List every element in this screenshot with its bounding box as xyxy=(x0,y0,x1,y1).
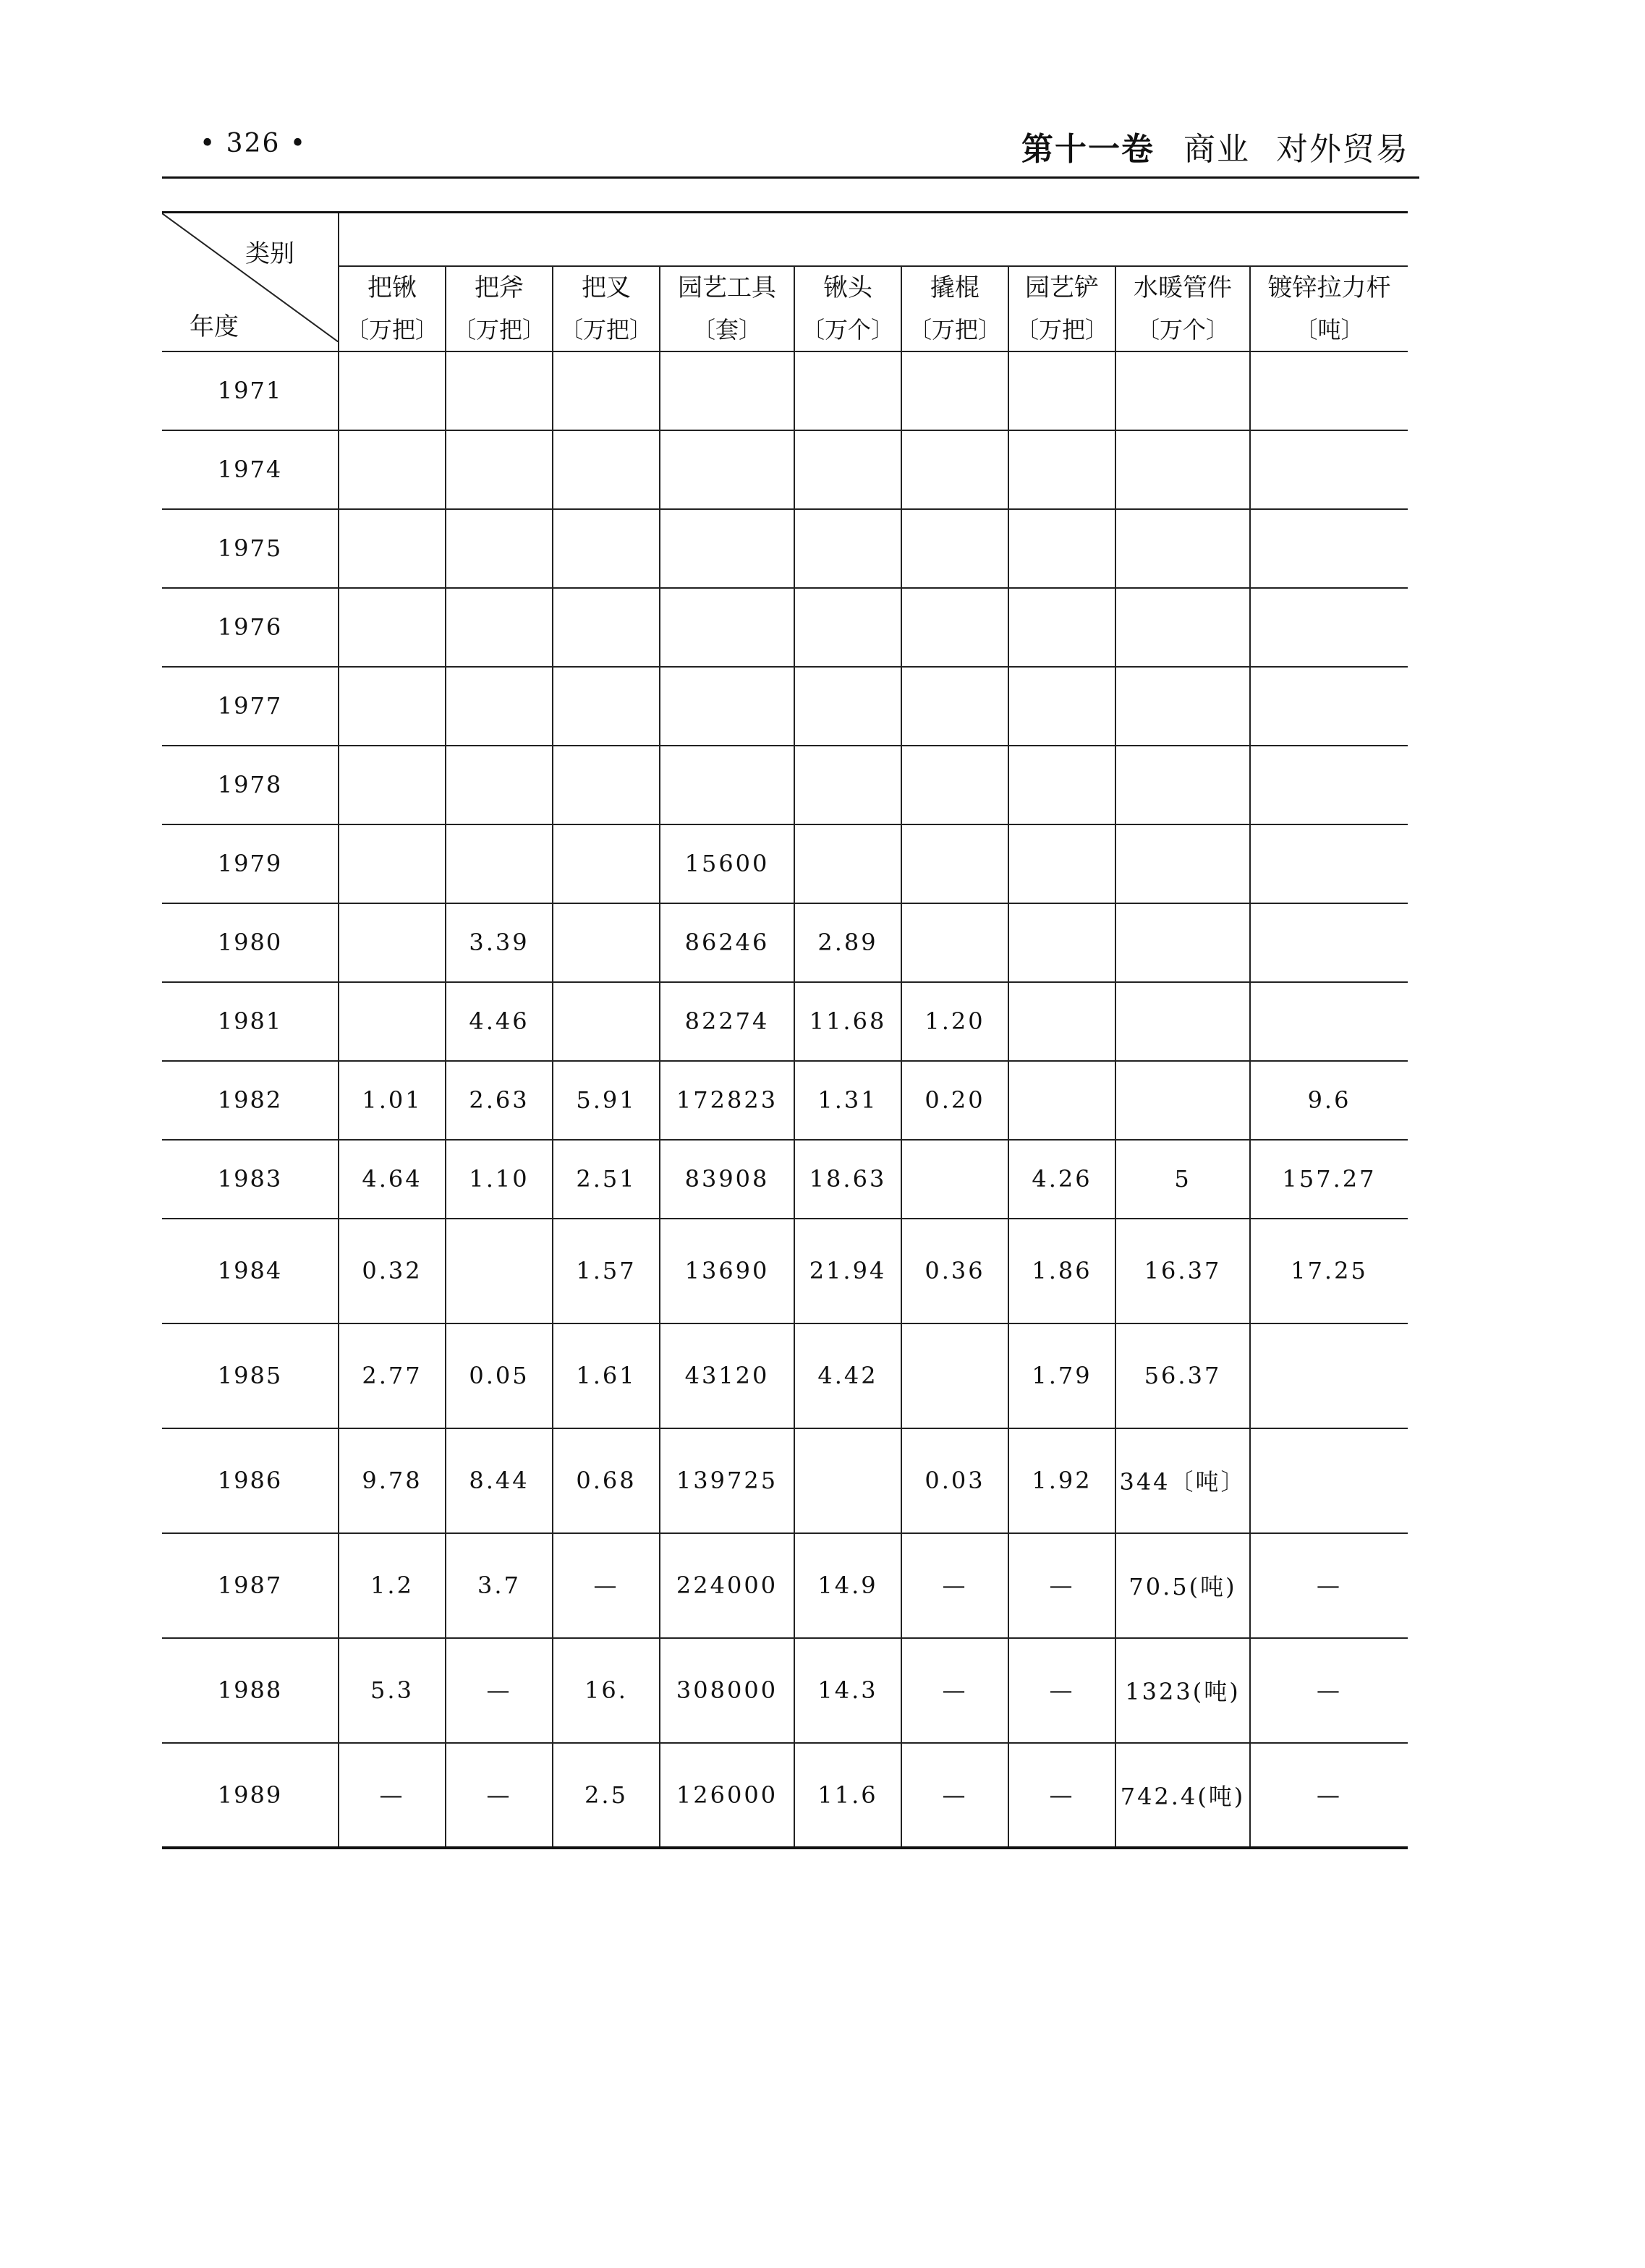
value-cell xyxy=(553,588,660,667)
year-cell: 1985 xyxy=(217,1362,283,1389)
value-cell xyxy=(1008,509,1115,588)
value-cell: 5 xyxy=(1115,1140,1250,1219)
value-cell: 1.31 xyxy=(794,1061,901,1140)
value-cell xyxy=(1115,430,1250,509)
value-cell: — xyxy=(1008,1533,1115,1638)
column-unit: 〔吨〕 xyxy=(1294,315,1364,344)
table-row xyxy=(162,1061,1408,1140)
value-cell: 5.91 xyxy=(553,1061,660,1140)
value-cell xyxy=(1115,824,1250,903)
value-cell: 139725 xyxy=(660,1428,794,1533)
value-cell: 14.3 xyxy=(794,1638,901,1743)
table-row xyxy=(162,430,1408,509)
value-cell xyxy=(553,903,660,982)
year-cell: 1982 xyxy=(217,1086,283,1114)
value-cell xyxy=(1250,824,1408,903)
value-cell: 224000 xyxy=(660,1533,794,1638)
column-name: 园艺工具 xyxy=(678,273,776,302)
value-cell: 0.36 xyxy=(901,1219,1008,1323)
column-name: 镀锌拉力杆 xyxy=(1267,273,1391,302)
value-cell xyxy=(339,824,446,903)
year-cell: 1976 xyxy=(217,613,283,641)
year-label: 年度 xyxy=(190,312,239,341)
diagonal-divider xyxy=(162,213,339,342)
value-cell xyxy=(553,509,660,588)
value-cell xyxy=(901,1323,1008,1428)
value-cell: 1.2 xyxy=(339,1533,446,1638)
value-cell xyxy=(794,430,901,509)
value-cell: 2.89 xyxy=(794,903,901,982)
column-header xyxy=(660,266,794,351)
year-cell: 1986 xyxy=(217,1467,283,1494)
value-cell xyxy=(1250,667,1408,746)
value-cell xyxy=(553,824,660,903)
value-cell xyxy=(1250,982,1408,1061)
value-cell xyxy=(446,746,553,824)
value-cell: 344〔吨〕 xyxy=(1115,1428,1250,1533)
table-row xyxy=(162,1638,1408,1743)
column-name: 把叉 xyxy=(582,273,631,302)
value-cell xyxy=(1008,588,1115,667)
value-cell: 172823 xyxy=(660,1061,794,1140)
value-cell: — xyxy=(901,1638,1008,1743)
value-cell xyxy=(339,903,446,982)
year-cell: 1983 xyxy=(217,1165,283,1193)
value-cell: 3.7 xyxy=(446,1533,553,1638)
value-cell xyxy=(1250,351,1408,430)
value-cell xyxy=(339,667,446,746)
value-cell xyxy=(1008,824,1115,903)
value-cell: — xyxy=(1250,1638,1408,1743)
value-cell xyxy=(446,430,553,509)
value-cell: 308000 xyxy=(660,1638,794,1743)
value-cell xyxy=(339,746,446,824)
table-row xyxy=(162,1533,1408,1638)
column-header xyxy=(1115,266,1250,351)
value-cell xyxy=(553,351,660,430)
value-cell: — xyxy=(901,1533,1008,1638)
value-cell: 1.20 xyxy=(901,982,1008,1061)
value-cell: 70.5(吨) xyxy=(1115,1533,1250,1638)
table-row xyxy=(162,667,1408,746)
value-cell: 1.79 xyxy=(1008,1323,1115,1428)
table-row xyxy=(162,824,1408,903)
value-cell: 9.6 xyxy=(1250,1061,1408,1140)
value-cell xyxy=(794,1428,901,1533)
year-cell: 1977 xyxy=(217,692,283,720)
column-unit: 〔万把〕 xyxy=(345,315,438,344)
value-cell: 16. xyxy=(553,1638,660,1743)
value-cell xyxy=(1008,903,1115,982)
value-cell: 18.63 xyxy=(794,1140,901,1219)
year-cell: 1981 xyxy=(217,1007,283,1035)
value-cell xyxy=(1008,667,1115,746)
value-cell: 86246 xyxy=(660,903,794,982)
value-cell xyxy=(794,588,901,667)
running-head xyxy=(1021,123,1409,169)
header-rule xyxy=(162,176,1419,179)
corner-header xyxy=(162,213,339,351)
value-cell: 56.37 xyxy=(1115,1323,1250,1428)
value-cell xyxy=(901,509,1008,588)
column-header xyxy=(794,266,901,351)
value-cell xyxy=(1115,982,1250,1061)
value-cell xyxy=(446,351,553,430)
value-cell xyxy=(901,430,1008,509)
value-cell xyxy=(660,351,794,430)
year-cell: 1984 xyxy=(217,1257,283,1284)
value-cell xyxy=(901,746,1008,824)
value-cell: — xyxy=(1008,1638,1115,1743)
value-cell: 4.46 xyxy=(446,982,553,1061)
value-cell: 3.39 xyxy=(446,903,553,982)
column-unit: 〔万把〕 xyxy=(908,315,1001,344)
table-row xyxy=(162,1140,1408,1219)
column-name: 撬棍 xyxy=(930,273,979,302)
value-cell: 2.51 xyxy=(553,1140,660,1219)
year-cell: 1978 xyxy=(217,771,283,798)
table-row xyxy=(162,588,1408,667)
value-cell: 82274 xyxy=(660,982,794,1061)
value-cell: 1323(吨) xyxy=(1115,1638,1250,1743)
column-name: 锹头 xyxy=(823,273,872,302)
category-label: 类别 xyxy=(245,239,294,268)
value-cell: 1.86 xyxy=(1008,1219,1115,1323)
value-cell: — xyxy=(553,1533,660,1638)
page-number: • 326 • xyxy=(200,129,307,158)
value-cell xyxy=(1115,588,1250,667)
table-row xyxy=(162,903,1408,982)
value-cell: 16.37 xyxy=(1115,1219,1250,1323)
value-cell: 0.05 xyxy=(446,1323,553,1428)
value-cell: 2.5 xyxy=(553,1743,660,1848)
value-cell: — xyxy=(339,1743,446,1848)
value-cell: 21.94 xyxy=(794,1219,901,1323)
value-cell xyxy=(553,667,660,746)
value-cell xyxy=(901,351,1008,430)
value-cell: — xyxy=(446,1638,553,1743)
value-cell: — xyxy=(901,1743,1008,1848)
value-cell xyxy=(660,430,794,509)
value-cell xyxy=(901,588,1008,667)
value-cell: — xyxy=(446,1743,553,1848)
value-cell xyxy=(794,667,901,746)
value-cell: 126000 xyxy=(660,1743,794,1848)
value-cell: 1.57 xyxy=(553,1219,660,1323)
value-cell: 5.3 xyxy=(339,1638,446,1743)
value-cell: 4.64 xyxy=(339,1140,446,1219)
value-cell xyxy=(794,509,901,588)
year-cell: 1988 xyxy=(217,1676,283,1704)
value-cell xyxy=(339,351,446,430)
value-cell xyxy=(1250,509,1408,588)
value-cell: 0.20 xyxy=(901,1061,1008,1140)
value-cell: 4.26 xyxy=(1008,1140,1115,1219)
value-cell xyxy=(339,509,446,588)
value-cell: 4.42 xyxy=(794,1323,901,1428)
value-cell xyxy=(1115,903,1250,982)
value-cell: 2.63 xyxy=(446,1061,553,1140)
value-cell xyxy=(339,588,446,667)
value-cell: 83908 xyxy=(660,1140,794,1219)
value-cell xyxy=(660,588,794,667)
table-row xyxy=(162,1219,1408,1323)
value-cell: 11.6 xyxy=(794,1743,901,1848)
value-cell xyxy=(553,430,660,509)
value-cell: 14.9 xyxy=(794,1533,901,1638)
value-cell xyxy=(446,667,553,746)
value-cell: 1.92 xyxy=(1008,1428,1115,1533)
column-unit: 〔套〕 xyxy=(692,315,762,344)
value-cell xyxy=(1250,1428,1408,1533)
value-cell: 0.32 xyxy=(339,1219,446,1323)
value-cell xyxy=(446,1219,553,1323)
value-cell xyxy=(1008,1061,1115,1140)
value-cell: — xyxy=(1008,1743,1115,1848)
column-unit: 〔万个〕 xyxy=(801,315,894,344)
value-cell xyxy=(1008,351,1115,430)
value-cell: — xyxy=(1250,1533,1408,1638)
value-cell xyxy=(1115,509,1250,588)
export-statistics-table xyxy=(162,211,1408,1849)
section-title: 商业 xyxy=(1183,131,1250,168)
table-row xyxy=(162,1743,1408,1848)
value-cell: 43120 xyxy=(660,1323,794,1428)
column-unit: 〔万把〕 xyxy=(452,315,545,344)
table-body xyxy=(162,351,1408,1848)
value-cell: 9.78 xyxy=(339,1428,446,1533)
table-row xyxy=(162,982,1408,1061)
table-row xyxy=(162,351,1408,430)
value-cell xyxy=(553,982,660,1061)
value-cell xyxy=(339,982,446,1061)
value-cell: 157.27 xyxy=(1250,1140,1408,1219)
value-cell xyxy=(339,430,446,509)
year-cell: 1979 xyxy=(217,850,283,877)
year-cell: 1975 xyxy=(217,534,283,562)
value-cell: 1.10 xyxy=(446,1140,553,1219)
value-cell: 1.61 xyxy=(553,1323,660,1428)
value-cell xyxy=(553,746,660,824)
year-cell: 1980 xyxy=(217,929,283,956)
column-header xyxy=(553,266,660,351)
value-cell xyxy=(901,903,1008,982)
value-cell xyxy=(1250,1323,1408,1428)
value-cell xyxy=(446,824,553,903)
value-cell xyxy=(1250,903,1408,982)
value-cell xyxy=(901,667,1008,746)
value-cell xyxy=(1008,430,1115,509)
column-header xyxy=(446,266,553,351)
value-cell: 8.44 xyxy=(446,1428,553,1533)
column-header-row xyxy=(162,266,1408,351)
value-cell xyxy=(446,588,553,667)
column-header xyxy=(1008,266,1115,351)
table-row xyxy=(162,746,1408,824)
value-cell xyxy=(901,824,1008,903)
value-cell: 11.68 xyxy=(794,982,901,1061)
value-cell: 0.68 xyxy=(553,1428,660,1533)
value-cell xyxy=(1115,746,1250,824)
value-cell xyxy=(1250,588,1408,667)
year-cell: 1971 xyxy=(217,377,283,404)
value-cell xyxy=(794,746,901,824)
value-cell xyxy=(1115,351,1250,430)
subsection-title: 对外贸易 xyxy=(1276,131,1409,168)
value-cell xyxy=(446,509,553,588)
table-row xyxy=(162,1428,1408,1533)
value-cell: 15600 xyxy=(660,824,794,903)
year-cell: 1987 xyxy=(217,1572,283,1599)
column-name: 把斧 xyxy=(475,273,524,302)
value-cell: 13690 xyxy=(660,1219,794,1323)
column-name: 园艺铲 xyxy=(1025,273,1099,302)
column-unit: 〔万把〕 xyxy=(559,315,653,344)
column-name: 水暖管件 xyxy=(1134,273,1232,302)
column-unit: 〔万个〕 xyxy=(1136,315,1229,344)
value-cell: 1.01 xyxy=(339,1061,446,1140)
value-cell: 2.77 xyxy=(339,1323,446,1428)
year-cell: 1989 xyxy=(217,1781,283,1809)
value-cell: 0.03 xyxy=(901,1428,1008,1533)
value-cell: — xyxy=(1250,1743,1408,1848)
value-cell xyxy=(1008,982,1115,1061)
table-row xyxy=(162,509,1408,588)
value-cell xyxy=(1008,746,1115,824)
table-row xyxy=(162,1323,1408,1428)
year-cell: 1974 xyxy=(217,456,283,483)
value-cell xyxy=(794,824,901,903)
value-cell xyxy=(794,351,901,430)
value-cell: 17.25 xyxy=(1250,1219,1408,1323)
value-cell xyxy=(1250,746,1408,824)
value-cell xyxy=(901,1140,1008,1219)
value-cell: 742.4(吨) xyxy=(1115,1743,1250,1848)
column-name: 把锹 xyxy=(367,273,417,302)
value-cell xyxy=(1250,430,1408,509)
column-header xyxy=(339,266,446,351)
value-cell xyxy=(1115,667,1250,746)
value-cell xyxy=(660,746,794,824)
column-header xyxy=(1250,266,1408,351)
value-cell xyxy=(660,667,794,746)
volume-title: 第十一卷 xyxy=(1021,131,1155,168)
category-spanner xyxy=(339,213,1408,266)
column-unit: 〔万把〕 xyxy=(1015,315,1108,344)
column-header xyxy=(901,266,1008,351)
value-cell xyxy=(1115,1061,1250,1140)
value-cell xyxy=(660,509,794,588)
